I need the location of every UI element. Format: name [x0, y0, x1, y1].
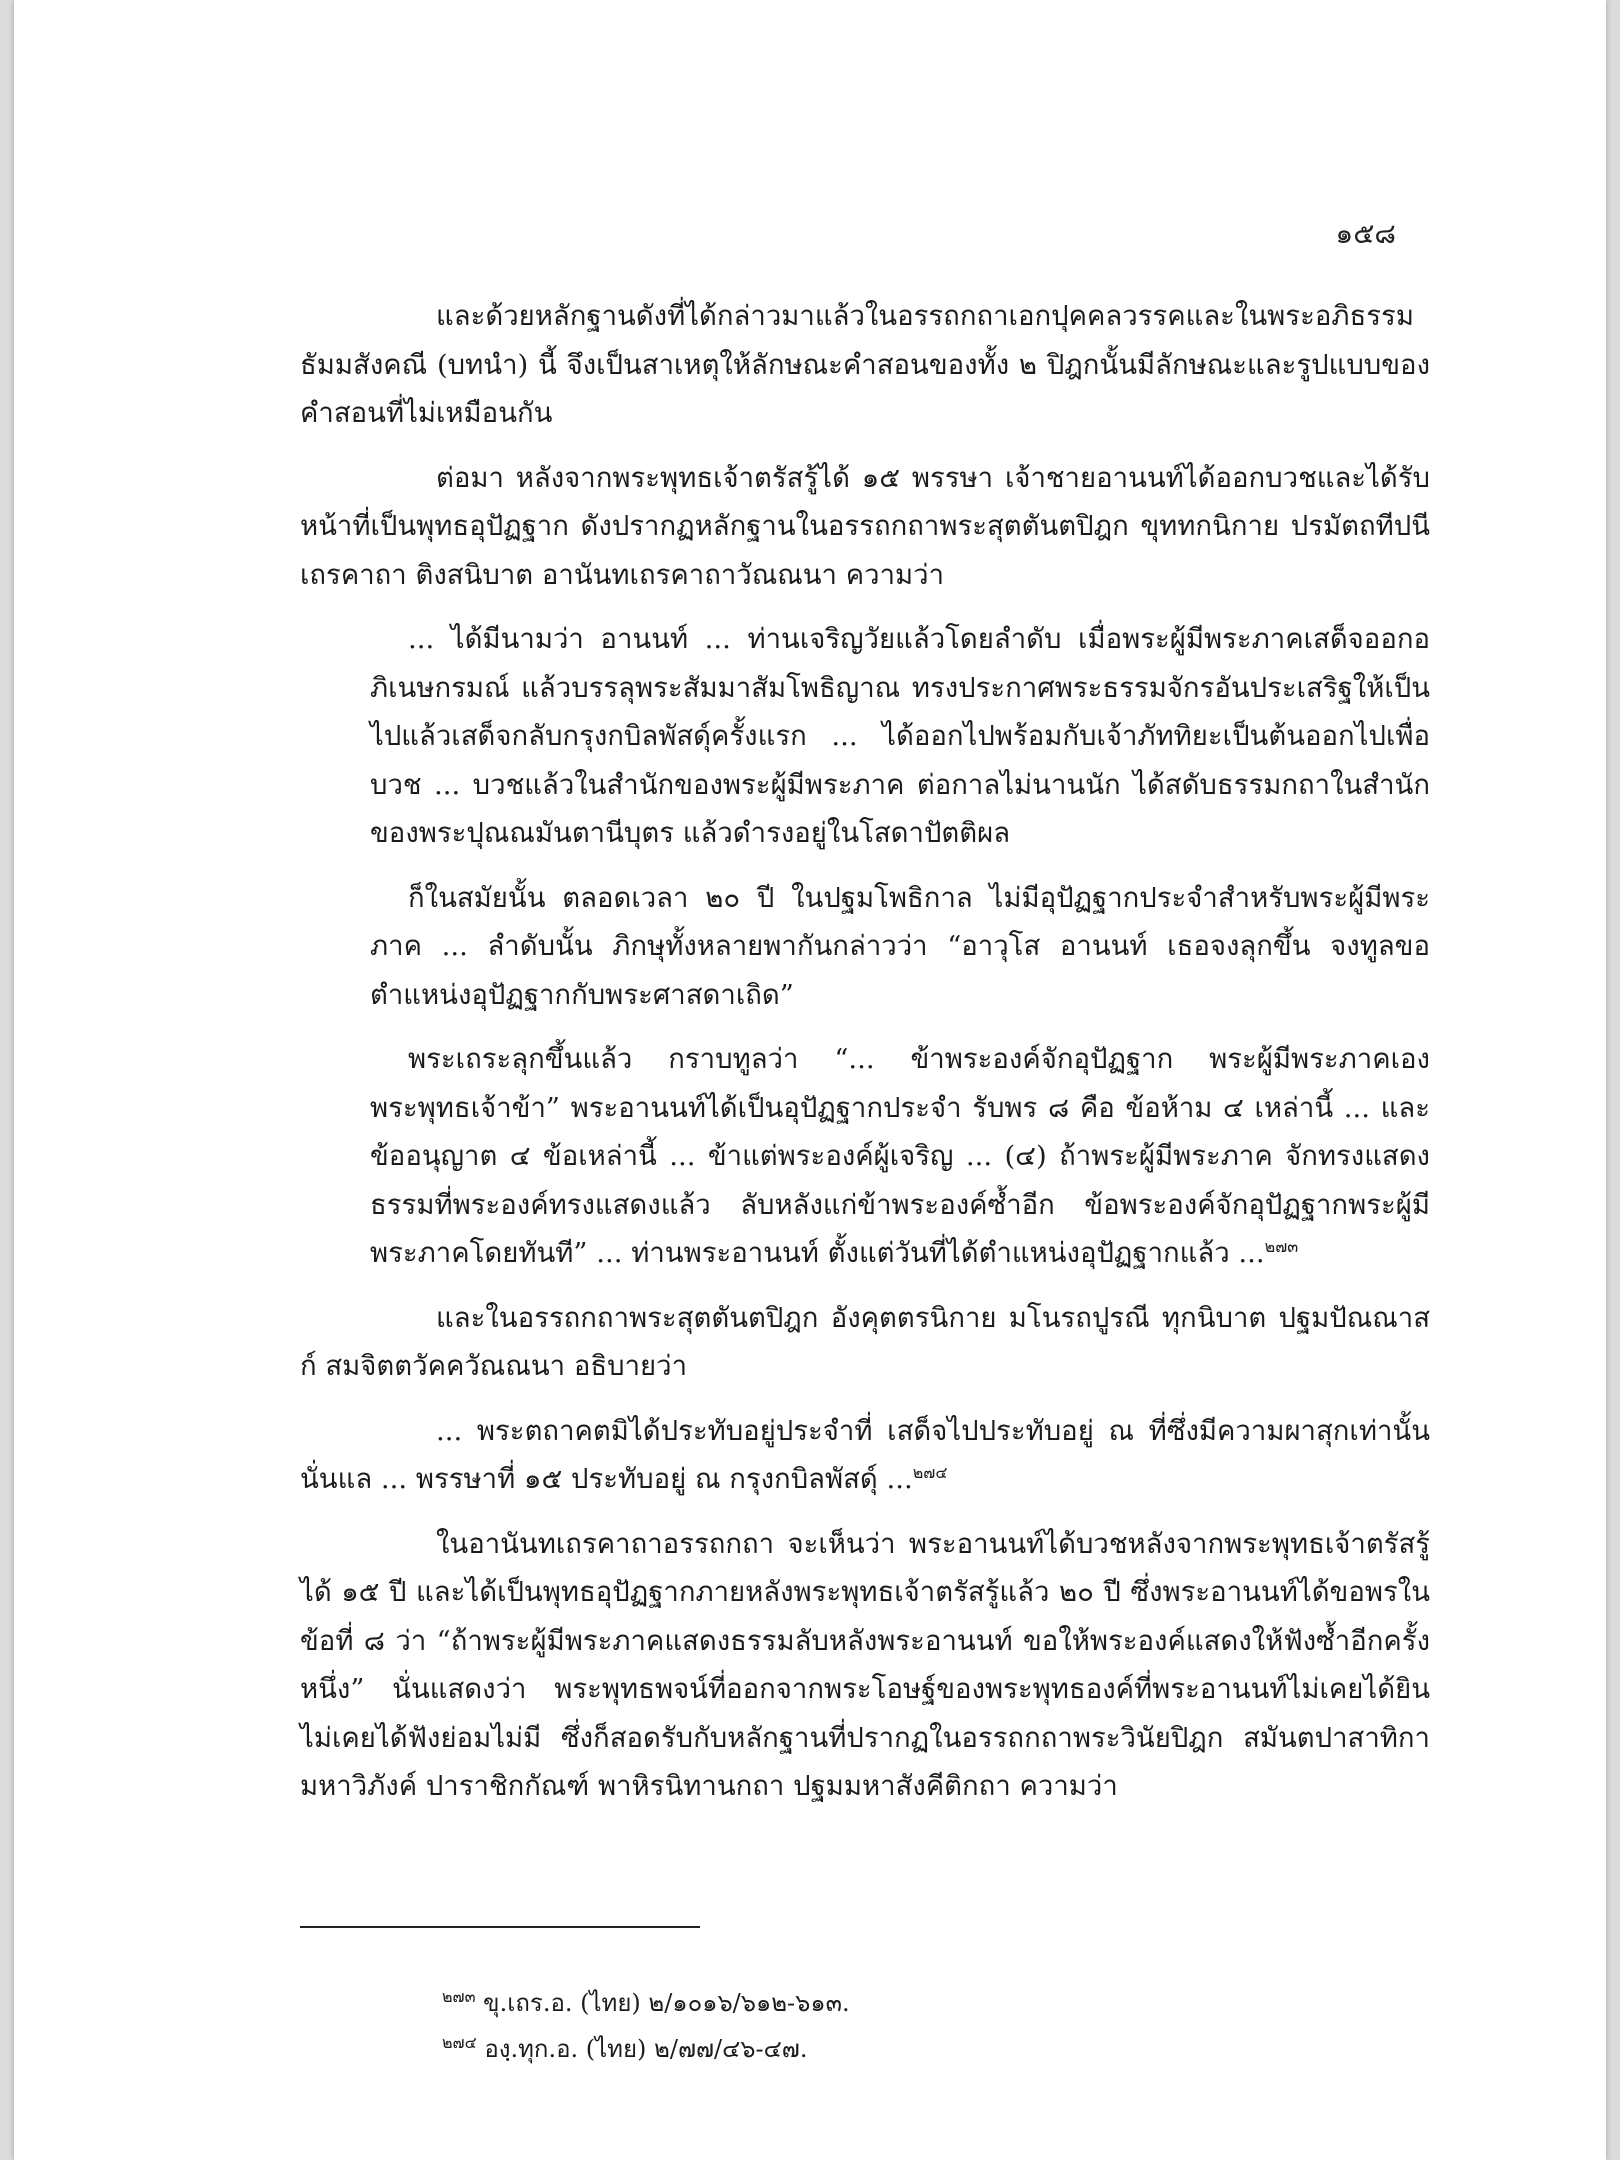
paragraph: และในอรรถกถาพระสุตตันตปิฎก อังคุตตรนิกาย มโนรถปูรณี ทุกนิบาต ปฐมปัณณาสก์ สมจิตตวัคควัณณนา อธิบายว่า: [300, 1301, 1430, 1382]
footnote-mark: ๒๗๓: [442, 1987, 476, 2006]
quote-paragraph: ... ได้มีนามว่า อานนท์ ... ท่านเจริญวัยแล้วโดยลำดับ เมื่อพระผู้มีพระภาคเสด็จออกอภิเนษกรมณ์ แล้วบรรลุพระสัมมาสัมโพธิญาณ ทรงประกาศพระธรรมจักรอันประเสริฐให้เป็นไปแล้วเสด็จกลับกรุงกบิลพัสดุ์ครั้งแรก ... ได้ออกไปพร้อมกับเจ้าภัททิยะเป็นต้นออกไปเพื่อบวช ... บวชแล้วในสำนักของพระผู้มีพระภาค ต่อกาลไม่นานนัก ได้สดับธรรมกถาในสำนักของพระปุณณมันตานีบุตร แล้วดำรงอยู่ในโสดาปัตติผล: [370, 623, 1430, 849]
document-page: [14, 0, 1606, 2160]
paragraph: ในอานันทเถรคาถาอรรถกถา จะเห็นว่า พระอานนท์ได้บวชหลังจากพระพุทธเจ้าตรัสรู้ได้ ๑๕ ปี และได้เป็นพุทธอุปัฏฐากภายหลังพระพุทธเจ้าตรัสรู้แล้ว ๒๐ ปี ซึ่งพระอานนท์ได้ขอพรในข้อที่ ๘ ว่า “ถ้าพระผู้มีพระภาคแสดงธรรมลับหลังพระอานนท์ ขอให้พระองค์แสดงให้ฟังซ้ำอีกครั้งหนึ่ง” นั่นแสดงว่า พระพุทธพจน์ที่ออกจากพระโอษฐ์ของพระพุทธองค์ที่พระอานนท์ไม่เคยได้ยิน ไม่เคยได้ฟังย่อมไม่มี ซึ่งก็สอดรับกับหลักฐานที่ปรากฏในอรรถกถาพระวินัยปิฎก สมันตปาสาทิกา มหาวิภังค์ ปาราชิกกัณฑ์ พาหิรนิทานกถา ปฐมมหาสังคีติกถา ความว่า: [300, 1527, 1430, 1802]
quote-text: ... พระตถาคตมิได้ประทับอยู่ประจำที่ เสด็จไปประทับอยู่ ณ ที่ซึ่งมีความผาสุกเท่านั้นนั่นแล ... พรรษาที่ ๑๕ ประทับอยู่ ณ กรุงกบิลพัสดุ์ ...: [300, 1414, 1430, 1495]
footnote: [442, 2026, 1342, 2072]
paragraph: ต่อมา หลังจากพระพุทธเจ้าตรัสรู้ได้ ๑๕ พรรษา เจ้าชายอานนท์ได้ออกบวชและได้รับหน้าที่เป็นพุทธอุปัฏฐาก ดังปรากฏหลักฐานในอรรถกถาพระสุตตันตปิฎก ขุททกนิกาย ปรมัตถทีปนี เถรคาถา ติงสนิบาต อานันทเถรคาถาวัณณนา ความว่า: [300, 461, 1430, 591]
body-text: [300, 292, 1430, 1827]
footnotes: [442, 1980, 1342, 2072]
footnote-text: องฺ.ทุก.อ. (ไทย) ๒/๗๗/๔๖-๔๗.: [484, 2035, 808, 2063]
footnote-mark: ๒๗๔: [442, 2033, 477, 2052]
footnote: [442, 1980, 1342, 2026]
quote-paragraph: [370, 1035, 1430, 1278]
footnote-divider: [300, 1926, 700, 1928]
quote-text: พระเถระลุกขึ้นแล้ว กราบทูลว่า “... ข้าพระองค์จักอุปัฏฐาก พระผู้มีพระภาคเอง พระพุทธเจ้าข้า” พระอานนท์ได้เป็นอุปัฏฐากประจำ รับพร ๘ คือ ข้อห้าม ๔ เหล่านี้ ... และข้ออนุญาต ๔ ข้อเหล่านี้ ... ข้าแต่พระองค์ผู้เจริญ ... (๔) ถ้าพระผู้มีพระภาค จักทรงแสดงธรรมที่พระองค์ทรงแสดงแล้ว ลับหลังแก่ข้าพระองค์ซ้ำอีก ข้อพระองค์จักอุปัฏฐากพระผู้มีพระภาคโดยทันที” ... ท่านพระอานนท์ ตั้งแต่วันที่ได้ตำแหน่งอุปัฏฐากแล้ว ...: [370, 1043, 1430, 1269]
paragraph: และด้วยหลักฐานดังที่ได้กล่าวมาแล้วในอรรถกถาเอกปุคคลวรรคและในพระอภิธรรม ธัมมสังคณี (บทนำ) นี้ จึงเป็นสาเหตุให้ลักษณะคำสอนของทั้ง ๒ ปิฎกนั้นมีลักษณะและรูปแบบของคำสอนที่ไม่เหมือนกัน: [300, 300, 1430, 429]
footnote-ref: ๒๗๓: [1264, 1236, 1299, 1256]
quote-paragraph: ก็ในสมัยนั้น ตลอดเวลา ๒๐ ปี ในปฐมโพธิกาล ไม่มีอุปัฏฐากประจำสำหรับพระผู้มีพระภาค ... ลำดับนั้น ภิกษุทั้งหลายพากันกล่าวว่า “อาวุโส อานนท์ เธอจงลุกขึ้น จงทูลขอตำแหน่งอุปัฏฐากกับพระศาสดาเถิด”: [370, 881, 1430, 1011]
footnote-ref: ๒๗๔: [912, 1462, 948, 1482]
footnote-text: ขุ.เถร.อ. (ไทย) ๒/๑๐๑๖/๖๑๒-๖๑๓.: [483, 1989, 850, 2017]
page-number: ๑๕๘: [1335, 217, 1396, 250]
quote-paragraph: [300, 1407, 1430, 1504]
